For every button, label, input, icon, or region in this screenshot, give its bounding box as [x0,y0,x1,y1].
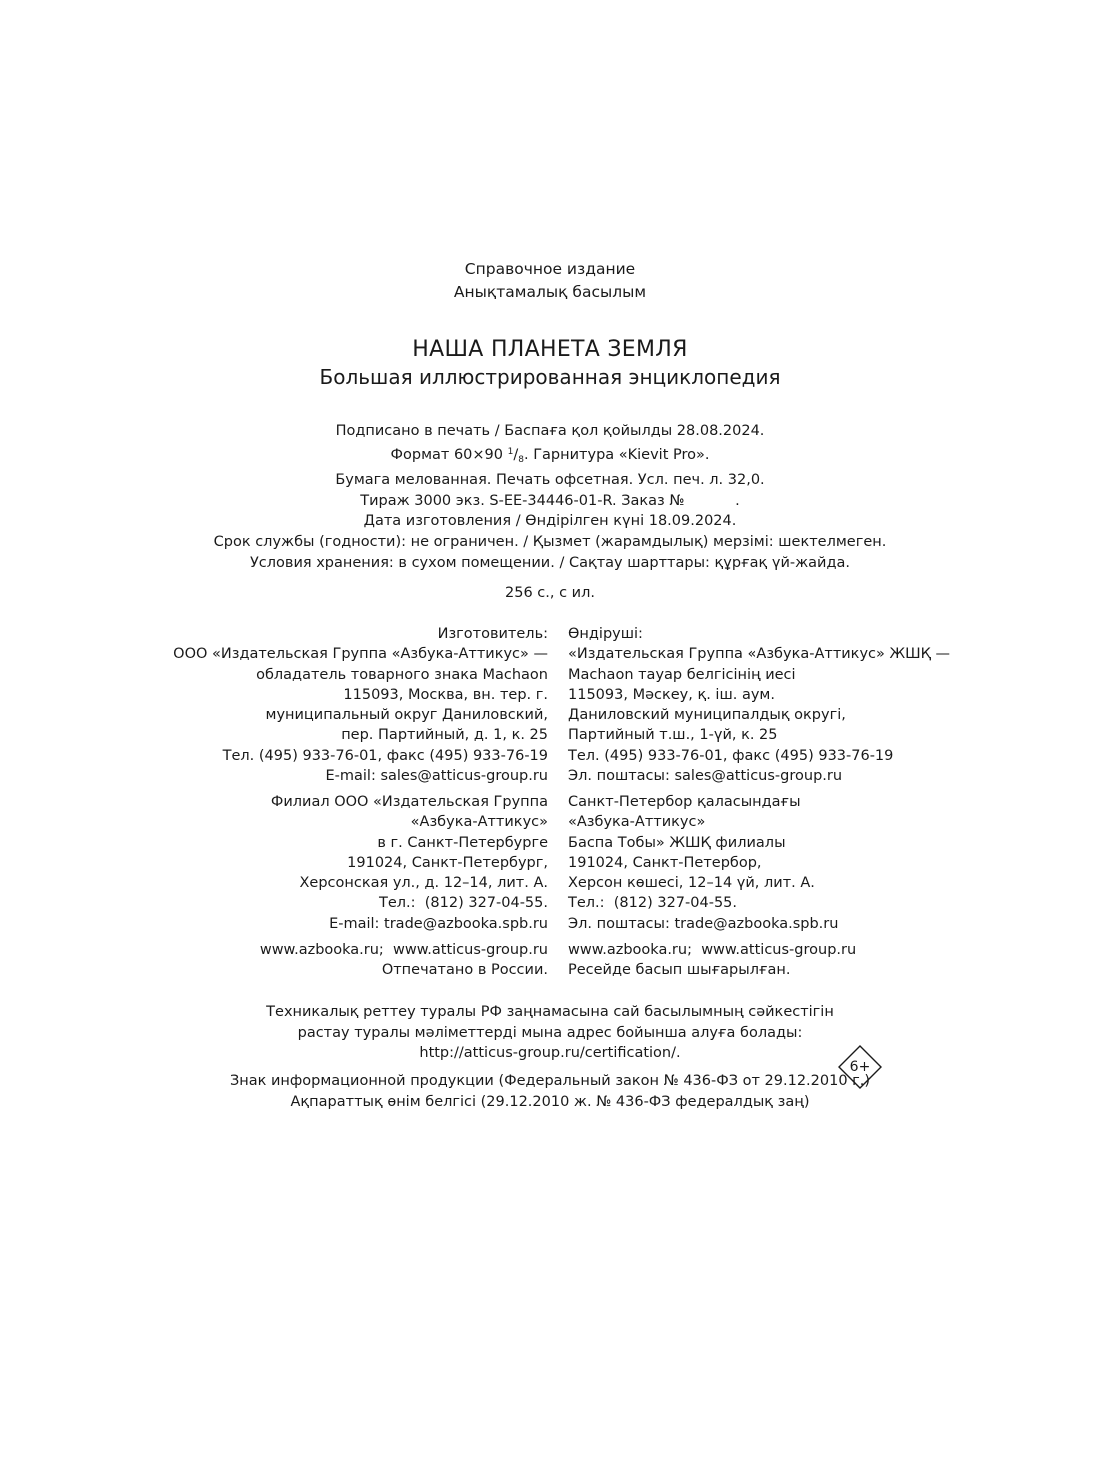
branch-ru-line: Тел.: (812) 327-04-55. [378,895,548,912]
manufacturer-ru-line: E-mail: sales@atticus-group.ru [325,768,548,785]
book-title: НАША ПЛАНЕТА ЗЕМЛЯ [412,337,688,362]
age-rating-text: 6+ [849,1059,871,1075]
print-run-line: Тираж 3000 экз. S-EE-34446-01-R. Заказ № . [360,492,740,509]
info-product-sign [150,1071,950,1112]
printed-in-ru: Отпечатано в России. [381,962,548,979]
branch-kz-line: Тел.: (812) 327-04-55. [568,895,738,912]
manufacturer-ru-line: муниципальный округ Даниловский, [265,707,548,724]
branch-ru [128,792,548,934]
manufacturer-ru-line: Тел. (495) 933-76-01, факс (495) 933-76-19 [222,747,548,764]
manufacture-date: Дата изготовления / Өндірілген күні 18.09.2024. [363,513,737,530]
edition-type-kz: Анықтамалық басылым [453,283,647,301]
edition-type [150,258,950,304]
page-count [150,583,950,603]
book-subtitle: Большая иллюстрированная энциклопедия [319,365,781,389]
web-ru [128,940,548,981]
info-sign-kz: Ақпараттық өнім белгісі (29.12.2010 ж. № 436-ФЗ федералдық заң) [290,1093,810,1110]
branch-kz-line: Баспа Тобы» ЖШҚ филиалы [568,834,786,851]
signed-to-print: Подписано в печать / Баспаға қол қойылды 28.08.2024. [335,423,765,439]
page-count-text: 256 с., с ил. [505,585,595,601]
manufacturer-ru-line: Изготовитель: [437,626,548,642]
branch-kz-line: Херсон көшесі, 12–14 үй, лит. А. [568,875,815,892]
website-links-ru[interactable]: www.azbooka.ru; www.atticus-group.ru [259,942,548,958]
manufacturer-ru-line: 115093, Москва, вн. тер. г. [343,686,548,703]
manufacturer-kz-line: «Издательская Группа «Азбука-Аттикус» ЖШҚ — [568,646,951,663]
manufacturer-kz [568,624,988,786]
paper-line: Бумага мелованная. Печать офсетная. Усл. печ. л. 32,0. [335,472,765,489]
storage-conditions: Условия хранения: в сухом помещении. / Сақтау шарттары: құрғақ үй-жайда. [249,554,851,571]
manufacturer-kz-line: Эл. поштасы: sales@atticus-group.ru [568,768,843,785]
manufacturer-kz-line: Партийный т.ш., 1-үй, к. 25 [568,727,778,744]
manufacturer-ru-line: пер. Партийный, д. 1, к. 25 [341,727,548,744]
branch-ru-line: 191024, Санкт-Петербург, [347,854,548,871]
certification-url[interactable]: http://atticus-group.ru/certification/. [419,1045,681,1062]
certification-line: Техникалық реттеу туралы РФ заңнамасына сай басылымның сәйкестігін [266,1004,834,1020]
info-sign-ru: Знак информационной продукции (Федеральный закон № 436-ФЗ от 29.12.2010 г.) [229,1073,871,1089]
branch-kz-line: 191024, Санкт-Петербор, [568,854,762,871]
web-kz [568,940,988,981]
manufacturer-ru [128,624,548,786]
print-info [150,421,950,573]
manufacturer-kz-line: 115093, Мәскеу, қ. іш. аум. [568,686,775,703]
format-fraction-denominator: 8 [518,454,524,465]
certification-line: растау туралы мәліметтерді мына адрес бойынша алуға болады: [297,1024,803,1041]
manufacturer-kz-line: Тел. (495) 933-76-01, факс (495) 933-76-19 [568,747,894,764]
manufacturer-ru-line: ООО «Издательская Группа «Азбука-Аттикус» — [173,646,548,663]
format-fraction-numerator: 1 [507,446,514,457]
website-links-kz[interactable]: www.azbooka.ru; www.atticus-group.ru [568,942,857,958]
format-prefix: Формат 60×90 [390,446,508,463]
format-line: Формат 60×90 $^1/_8$. Гарнитура «Kievit Pro». [390,446,710,465]
format-suffix: . Гарнитура «Kievit Pro». [523,446,710,463]
branch-ru-line: Филиал ООО «Издательская Группа [270,794,548,810]
branch-ru-line: E-mail: trade@azbooka.spb.ru [329,915,548,932]
branch-ru-line: «Азбука-Аттикус» [410,814,548,831]
branch-ru-line: в г. Санкт-Петербурге [377,834,548,851]
manufacturer-kz-line: Machaon тауар белгісінің иесі [568,666,796,683]
certification-note [150,1002,950,1064]
title-block [150,336,950,390]
manufacturer-kz-line: Өндіруші: [568,626,643,642]
manufacturer-kz-line: Даниловский муниципалдық округі, [568,707,846,724]
branch-kz-line: «Азбука-Аттикус» [568,814,706,831]
manufacturer-ru-line: обладатель товарного знака Machaon [256,666,548,683]
branch-kz-line: Санкт-Петербор қаласындағы [568,794,801,810]
branch-ru-line: Херсонская ул., д. 12–14, лит. А. [299,875,548,892]
edition-type-ru: Справочное издание [464,260,636,278]
service-life: Срок службы (годности): не ограничен. / Қызмет (жарамдылық) мерзімі: шектелмеген. [213,533,887,550]
branch-kz [568,792,988,934]
branch-kz-line: Эл. поштасы: trade@azbooka.spb.ru [568,915,839,932]
printed-in-kz: Ресейде басып шығарылған. [568,962,791,979]
